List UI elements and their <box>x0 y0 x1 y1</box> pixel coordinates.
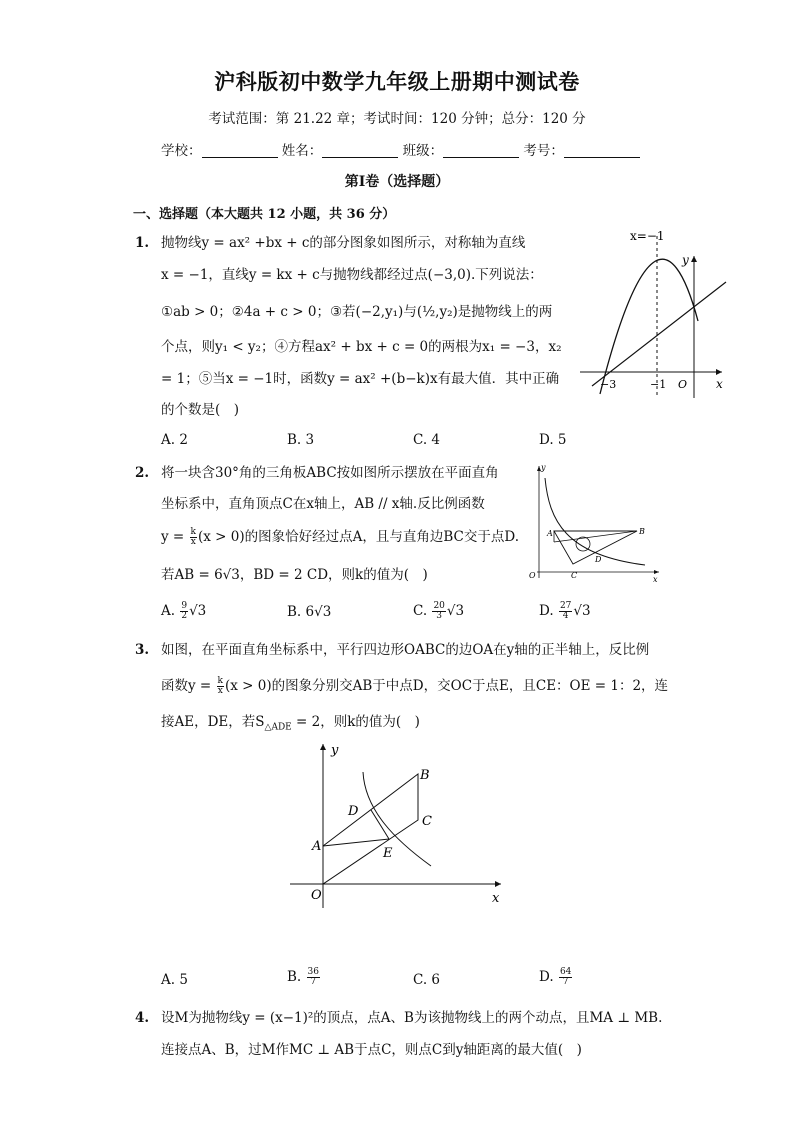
y-axis-label: y <box>682 253 689 267</box>
q3-line: 接AE，DE，若$S_{\triangle ADE} = 2$，则k的值为( ) <box>161 714 420 733</box>
point-b-label: B <box>420 768 430 783</box>
segment-de <box>371 810 389 839</box>
straight-line <box>592 282 726 386</box>
point-a-label: A <box>312 839 322 854</box>
q1-line: ①ab > 0；②4a + c > 0；③若(−2,y₁)与(½,y₂)是抛物线上的两 <box>161 304 553 320</box>
q1-option-c[interactable]: C. 4 <box>413 432 441 448</box>
q2-y-equals: y = <box>161 529 189 545</box>
x-axis-arrow-icon <box>495 881 501 887</box>
q2-line: 将一块含30°角的三角板ABC按如图所示摆放在平面直角 <box>161 465 499 481</box>
exam-subtitle: 考试范围：第 21.22 章；考试时间：120 分钟；总分：120 分 <box>208 111 586 127</box>
origin-label: O <box>311 888 322 903</box>
x-axis-arrow-icon <box>716 369 722 375</box>
tick-label-neg1: −1 <box>650 378 667 391</box>
q1-line: 抛物线y = ax² +bx + c的部分图象如图所示，对称轴为直线 <box>161 235 526 251</box>
x-axis-label: x <box>653 575 658 584</box>
q1-option-a[interactable]: A. 2 <box>161 432 188 448</box>
q1-option-b[interactable]: B. 3 <box>287 432 315 448</box>
q4-number: 4. <box>135 1010 150 1026</box>
y-axis-arrow-icon <box>691 256 697 262</box>
origin-label: O <box>678 378 688 391</box>
q2-option-a[interactable]: A. $\frac{9}{2}$ √3 <box>161 601 207 621</box>
q2-line: 坐标系中，直角顶点C在x轴上，AB // x轴.反比例函数 <box>161 496 485 512</box>
y-axis-label: y <box>541 463 546 472</box>
point-c-label: C <box>571 571 578 580</box>
q2-option-c[interactable]: C. $\frac{20}{3}$ √3 <box>413 601 465 621</box>
number-field[interactable] <box>564 143 640 158</box>
q1-line: 个点，则y₁ < y₂；④方程ax² + bx + c = 0的两根为x₁ = −3，x₂ <box>161 339 562 355</box>
point-c-label: C <box>422 814 432 829</box>
q2-fraction: $\frac{k}{x}$ <box>190 527 196 547</box>
q3-option-d[interactable]: D. $\frac{64}{7}$ <box>539 967 572 987</box>
point-b-label: B <box>639 527 645 536</box>
q3-option-c[interactable]: C. 6 <box>413 972 441 988</box>
q1-number: 1. <box>135 235 150 251</box>
page-title: 沪科版初中数学九年级上册期中测试卷 <box>214 70 580 94</box>
part-title: 一、选择题（本大题共 12 小题，共 36 分） <box>133 207 396 222</box>
name-field[interactable] <box>322 143 398 158</box>
tick-label-neg3: −3 <box>600 378 617 391</box>
name-label: 姓名： <box>281 143 323 159</box>
q2-line: 若AB = 6√3，BD = 2 CD，则k的值为( ) <box>161 567 428 583</box>
segment-ae <box>323 839 389 846</box>
parallelogram-oabc <box>323 774 418 884</box>
q2-line: y = $\frac{k}{x}$ (x > 0)的图象恰好经过点A，且与直角边BC交于点D. <box>161 527 520 547</box>
y-axis-arrow-icon <box>320 744 326 750</box>
q2-option-b[interactable]: B. 6√3 <box>287 604 332 620</box>
q3-option-b[interactable]: B. $\frac{36}{7}$ <box>287 967 319 987</box>
hyperbola-curve <box>363 772 431 866</box>
q3-option-a[interactable]: A. 5 <box>161 972 188 988</box>
q1-parabola-figure <box>570 226 730 400</box>
student-info-row <box>161 139 640 159</box>
point-a-label: A <box>547 529 553 538</box>
point-d-label: D <box>348 804 359 819</box>
point-d-label: D <box>595 555 602 564</box>
q2-option-d[interactable]: D. $\frac{27}{4}$ √3 <box>539 601 591 621</box>
triangle-side <box>554 531 637 542</box>
q1-option-d[interactable]: D. 5 <box>539 432 567 448</box>
q3-line: 函数y = $\frac{k}{x}$ (x > 0)的图象分别交AB于中点D，交OC于点E，且CE：OE = 1：2，连 <box>161 676 669 696</box>
q4-line: 设M为抛物线y = (x−1)²的顶点，点A、B为该抛物线上的两个动点，且MA ⊥ MB. <box>161 1010 663 1026</box>
circle-hole <box>576 537 590 551</box>
q3-number: 3. <box>135 642 150 658</box>
q3-fraction: $\frac{k}{x}$ <box>217 676 223 696</box>
y-axis-label: y <box>331 743 339 758</box>
school-label: 学校： <box>161 143 202 159</box>
hyperbola-curve <box>545 478 645 565</box>
q1-line: x = −1，直线y = kx + c与抛物线都经过点(−3,0).下列说法： <box>161 267 543 283</box>
x-axis-label: x <box>716 377 723 391</box>
q1-line: 的个数是( ) <box>161 402 240 418</box>
q3-parallelogram-figure <box>285 740 515 910</box>
number-label: 考号： <box>523 143 564 159</box>
x-axis-arrow-icon <box>654 570 659 574</box>
q2-number: 2. <box>135 465 150 481</box>
q3-line: 如图，在平面直角坐标系中，平行四边形OABC的边OA在y轴的正半轴上，反比例 <box>161 642 650 658</box>
origin-label: O <box>529 571 536 580</box>
symmetry-axis-label: x=−1 <box>630 229 665 243</box>
parabola-curve <box>600 259 698 394</box>
school-field[interactable] <box>202 143 278 158</box>
q1-line: = 1；⑤当x = −1时，函数y = ax² +(b−k)x有最大值．其中正确 <box>161 371 560 387</box>
q4-line: 连接点A、B，过M作MC ⊥ AB于点C，则点C到y轴距离的最大值( ) <box>161 1042 582 1058</box>
section-title: 第Ⅰ卷（选择题） <box>344 174 450 190</box>
class-label: 班级： <box>402 143 444 159</box>
q2-triangle-figure <box>525 460 665 584</box>
point-e-label: E <box>383 846 393 861</box>
x-axis-label: x <box>492 891 500 906</box>
class-field[interactable] <box>443 143 519 158</box>
